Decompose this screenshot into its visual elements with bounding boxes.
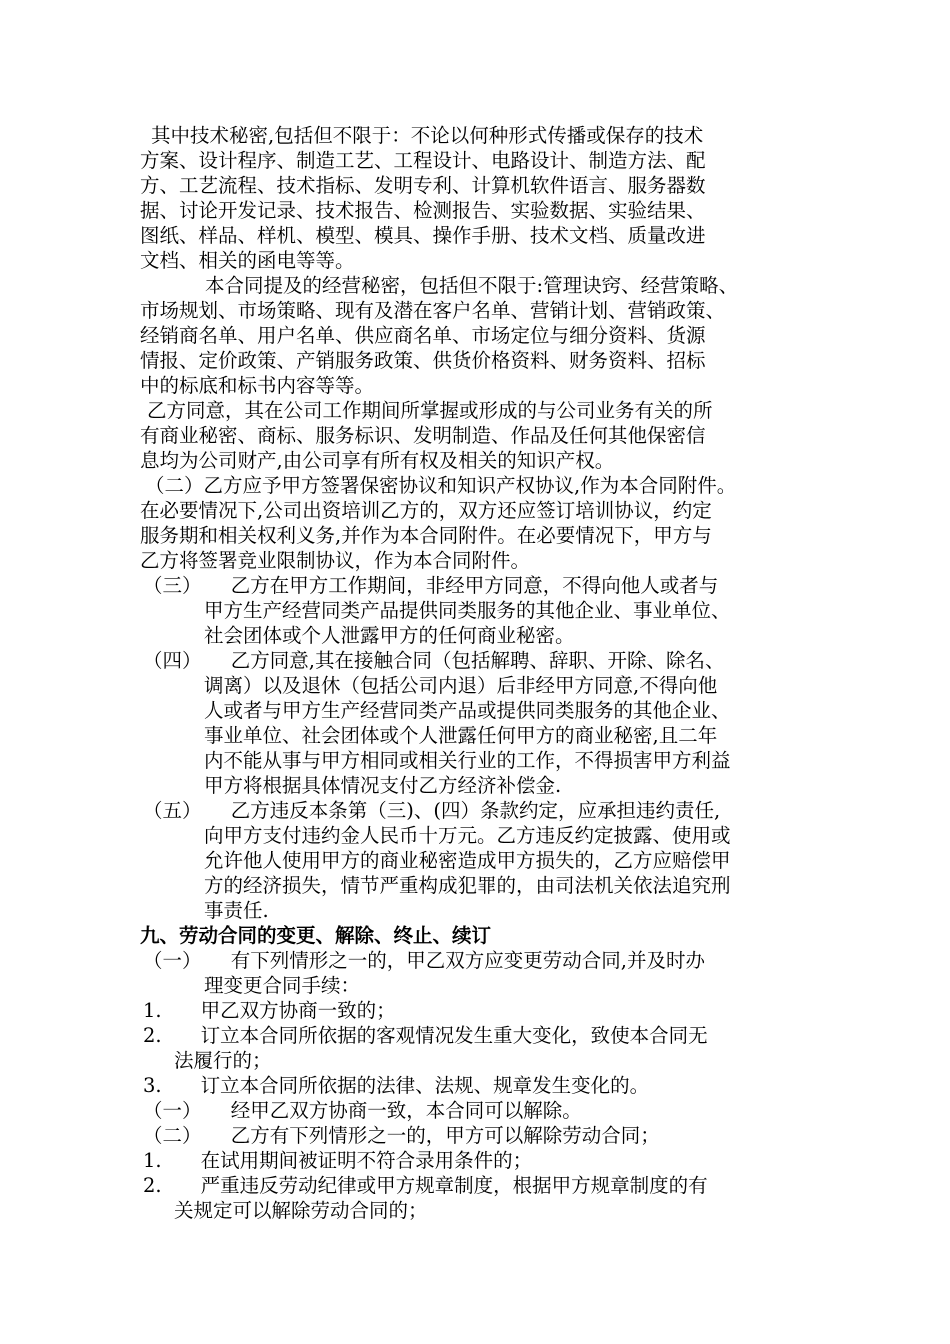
text-line: 方的经济损失，情节严重构成犯罪的，由司法机关依法追究刑 [204, 874, 731, 897]
text-line: 甲方将根据具体情况支付乙方经济补偿金. [204, 774, 562, 797]
text-line: 乙方将签署竞业限制协议，作为本合同附件。 [140, 549, 531, 572]
text-line: （二）乙方应予甲方签署保密协议和知识产权协议,作为本合同附件。 [145, 474, 737, 497]
text-line: 社会团体或个人泄露甲方的任何商业秘密。 [204, 624, 575, 647]
text-line: 内不能从事与甲方相同或相关行业的工作，不得损害甲方利益 [204, 749, 731, 772]
list-item: 1. 在试用期间被证明不符合录用条件的； [143, 1149, 533, 1172]
text-line: 关规定可以解除劳动合同的； [174, 1199, 428, 1222]
text-line: 经销商名单、用户名单、供应商名单、市场定位与细分资料、货源 [140, 324, 706, 347]
text-line: （二） 乙方有下列情形之一的，甲方可以解除劳动合同； [143, 1124, 660, 1147]
text-line: 方案、设计程序、制造工艺、工程设计、电路设计、制造方法、配 [140, 149, 706, 172]
text-line: 其中技术秘密,包括但不限于：不论以何种形式传播或保存的技术 [151, 124, 704, 147]
text-line: 事责任. [204, 899, 269, 922]
list-item: 2. 订立本合同所依据的客观情况发生重大变化，致使本合同无 [143, 1024, 708, 1047]
list-item: 1. 甲乙双方协商一致的； [143, 999, 396, 1022]
text-line: 事业单位、社会团体或个人泄露任何甲方的商业秘密,且二年 [204, 724, 718, 747]
text-line: 图纸、样品、样机、模型、模具、操作手册、技术文档、质量改进 [140, 224, 706, 247]
text-line: 在必要情况下,公司出资培训乙方的，双方还应签订培训协议，约定 [140, 499, 712, 522]
text-line: 调离）以及退休（包括公司内退）后非经甲方同意,不得向他 [204, 674, 718, 697]
text-line: 市场规划、市场策略、现有及潜在客户名单、营销计划、营销政策、 [140, 299, 726, 322]
text-line: 有商业秘密、商标、服务标识、发明制造、作品及任何其他保密信 [140, 424, 706, 447]
text-line: 文档、相关的函电等等。 [140, 249, 355, 272]
text-line: 甲方生产经营同类产品提供同类服务的其他企业、事业单位、 [204, 599, 731, 622]
text-line: 允许他人使用甲方的商业秘密造成甲方损失的，乙方应赔偿甲 [204, 849, 731, 872]
text-line: 向甲方支付违约金人民币十万元。乙方违反约定披露、使用或 [204, 824, 731, 847]
text-line: 息均为公司财产,由公司享有所有权及相关的知识产权。 [140, 449, 615, 472]
text-line: 中的标底和标书内容等等。 [140, 374, 375, 397]
list-item: 3. 订立本合同所依据的法律、法规、规章发生变化的。 [143, 1074, 650, 1097]
text-line: 人或者与甲方生产经营同类产品或提供同类服务的其他企业、 [204, 699, 731, 722]
text-line: （四） 乙方同意,其在接触合同（包括解聘、辞职、开除、除名、 [143, 649, 725, 672]
text-line: 本合同提及的经营秘密，包括但不限于:管理诀窍、经营策略、 [205, 274, 739, 297]
text-line: 服务期和相关权利义务,并作为本合同附件。在必要情况下，甲方与 [140, 524, 712, 547]
section-heading: 九、劳动合同的变更、解除、终止、续订 [140, 924, 492, 947]
text-line: 乙方同意，其在公司工作期间所掌握或形成的与公司业务有关的所 [147, 399, 713, 422]
text-line: 法履行的； [174, 1049, 272, 1072]
text-line: 方、工艺流程、技术指标、发明专利、计算机软件语言、服务器数 [140, 174, 706, 197]
text-line: （三） 乙方在甲方工作期间，非经甲方同意，不得向他人或者与 [143, 574, 719, 597]
text-line: 理变更合同手续： [204, 974, 361, 997]
text-line: （五） 乙方违反本条第（三)、(四）条款约定，应承担违约责任, [143, 799, 721, 822]
text-line: （一） 有下列情形之一的，甲乙双方应变更劳动合同,并及时办 [143, 949, 705, 972]
list-item: 2. 严重违反劳动纪律或甲方规章制度，根据甲方规章制度的有 [143, 1174, 708, 1197]
text-line: （一） 经甲乙双方协商一致，本合同可以解除。 [143, 1099, 582, 1122]
text-line: 情报、定价政策、产销服务政策、供货价格资料、财务资料、招标 [140, 349, 706, 372]
text-line: 据、讨论开发记录、技术报告、检测报告、实验数据、实验结果、 [140, 199, 706, 222]
